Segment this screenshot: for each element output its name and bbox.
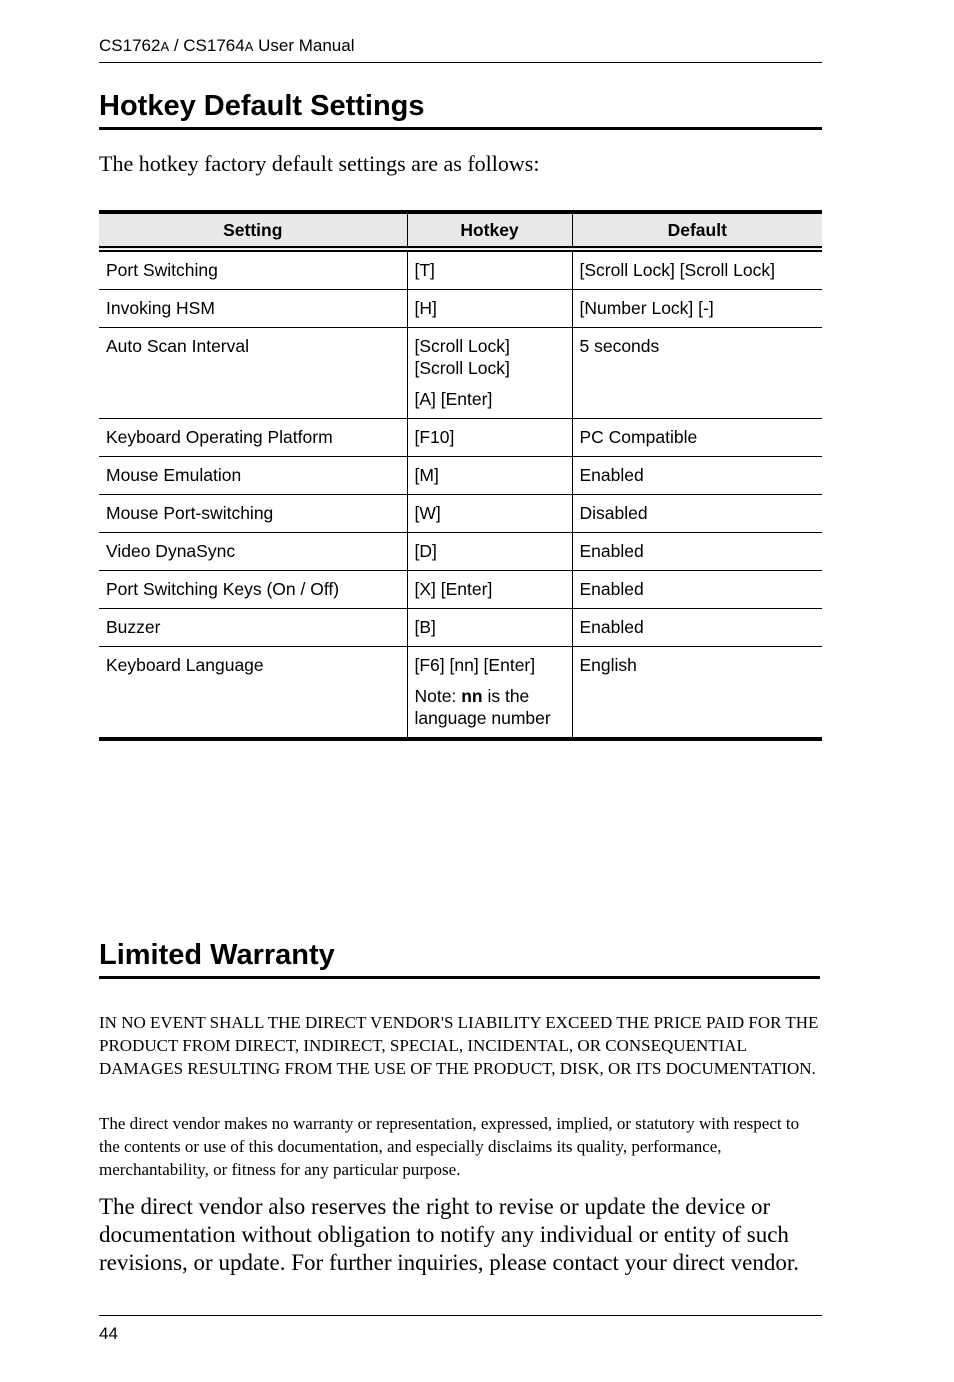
hotkey-cell: [M]: [407, 457, 572, 495]
setting-cell: Keyboard Operating Platform: [99, 419, 407, 457]
warranty-paragraph: IN NO EVENT SHALL THE DIRECT VENDOR'S LIABILITY EXCEED THE PRICE PAID FOR THE PRODUCT FROM DIRECT, INDIRECT, SPECIAL, INCIDENTAL, OR CONSEQUENTIAL DAMAGES RESULTING FROM THE USE OF THE PRODUCT, DISK, OR ITS DOCUMENTATION.: [99, 1013, 819, 1078]
default-cell: Enabled: [572, 533, 822, 571]
default-cell: Disabled: [572, 495, 822, 533]
note-suffix: is the language number: [414, 686, 551, 728]
hotkey-cell: [W]: [407, 495, 572, 533]
default-cell: 5 seconds: [572, 328, 822, 419]
setting-cell: Mouse Port-switching: [99, 495, 407, 533]
table-row: [99, 495, 822, 533]
table-row: [99, 249, 822, 290]
table-row: [99, 328, 822, 419]
setting-cell: Invoking HSM: [99, 290, 407, 328]
setting-cell: Auto Scan Interval: [99, 328, 407, 419]
note-prefix: Note:: [414, 686, 462, 706]
setting-cell: Keyboard Language: [106, 655, 264, 675]
warranty-section-title: Limited Warranty: [99, 939, 820, 979]
page-number: 44: [99, 1324, 118, 1343]
table-row: [99, 647, 822, 740]
hotkey-line: [F6] [nn] [Enter]: [414, 655, 536, 675]
hotkey-intro: The hotkey factory default settings are as follows:: [99, 151, 540, 176]
setting-cell: Mouse Emulation: [99, 457, 407, 495]
default-cell: PC Compatible: [572, 419, 822, 457]
setting-cell: Video DynaSync: [99, 533, 407, 571]
running-header: [99, 36, 822, 63]
manual-title-part: User Manual: [253, 36, 355, 55]
hotkey-cell: [D]: [407, 533, 572, 571]
hotkey-cell: [H]: [407, 290, 572, 328]
hotkey-cell: [F10]: [407, 419, 572, 457]
table-header-row: [99, 212, 822, 249]
table-row: [99, 609, 822, 647]
hotkey-line: [A] [Enter]: [414, 389, 493, 409]
hotkey-cell: [B]: [407, 609, 572, 647]
hotkey-section-title: Hotkey Default Settings: [99, 90, 822, 130]
table-row: [99, 419, 822, 457]
hotkey-line: [Scroll Lock]: [414, 358, 510, 378]
hotkey-defaults-table: [99, 210, 822, 741]
default-cell: [Number Lock] [-]: [572, 290, 822, 328]
manual-title-part: CS1762: [99, 36, 161, 55]
hotkey-cell: [T]: [407, 249, 572, 290]
table-row: [99, 571, 822, 609]
table-row: [99, 457, 822, 495]
default-cell: Enabled: [572, 571, 822, 609]
setting-cell: Buzzer: [99, 609, 407, 647]
default-cell: [Scroll Lock] [Scroll Lock]: [572, 249, 822, 290]
default-cell: Enabled: [572, 457, 822, 495]
column-header-setting: Setting: [99, 212, 407, 249]
setting-cell: Port Switching: [99, 249, 407, 290]
table-row: [99, 290, 822, 328]
default-cell: Enabled: [572, 609, 822, 647]
default-cell: English: [572, 647, 822, 740]
table-row: [99, 533, 822, 571]
page-footer: [99, 1315, 822, 1344]
note-bold-term: nn: [461, 686, 483, 706]
setting-cell: Port Switching Keys (On / Off): [99, 571, 407, 609]
column-header-default: Default: [572, 212, 822, 249]
hotkey-line: [Scroll Lock]: [414, 336, 510, 356]
manual-title-part: / CS1764: [169, 36, 245, 55]
hotkey-cell: [407, 328, 572, 419]
hotkey-note: [415, 685, 566, 729]
manual-title-part: A: [244, 39, 254, 54]
manual-title-part: A: [160, 39, 170, 54]
warranty-paragraph: The direct vendor makes no warranty or representation, expressed, implied, or statutory with respect to the contents or use of this documentation, and especially disclaims its quality, performance, merchantability, or fitness for any particular purpose.: [99, 1114, 800, 1179]
hotkey-cell: [X] [Enter]: [407, 571, 572, 609]
column-header-hotkey: Hotkey: [407, 212, 572, 249]
hotkey-cell: [407, 647, 572, 740]
warranty-paragraph: The direct vendor also reserves the right to revise or update the device or documentation without obligation to notify any individual or entity of such revisions, or update. For further inquiries, please contact your direct vendor.: [99, 1194, 800, 1275]
